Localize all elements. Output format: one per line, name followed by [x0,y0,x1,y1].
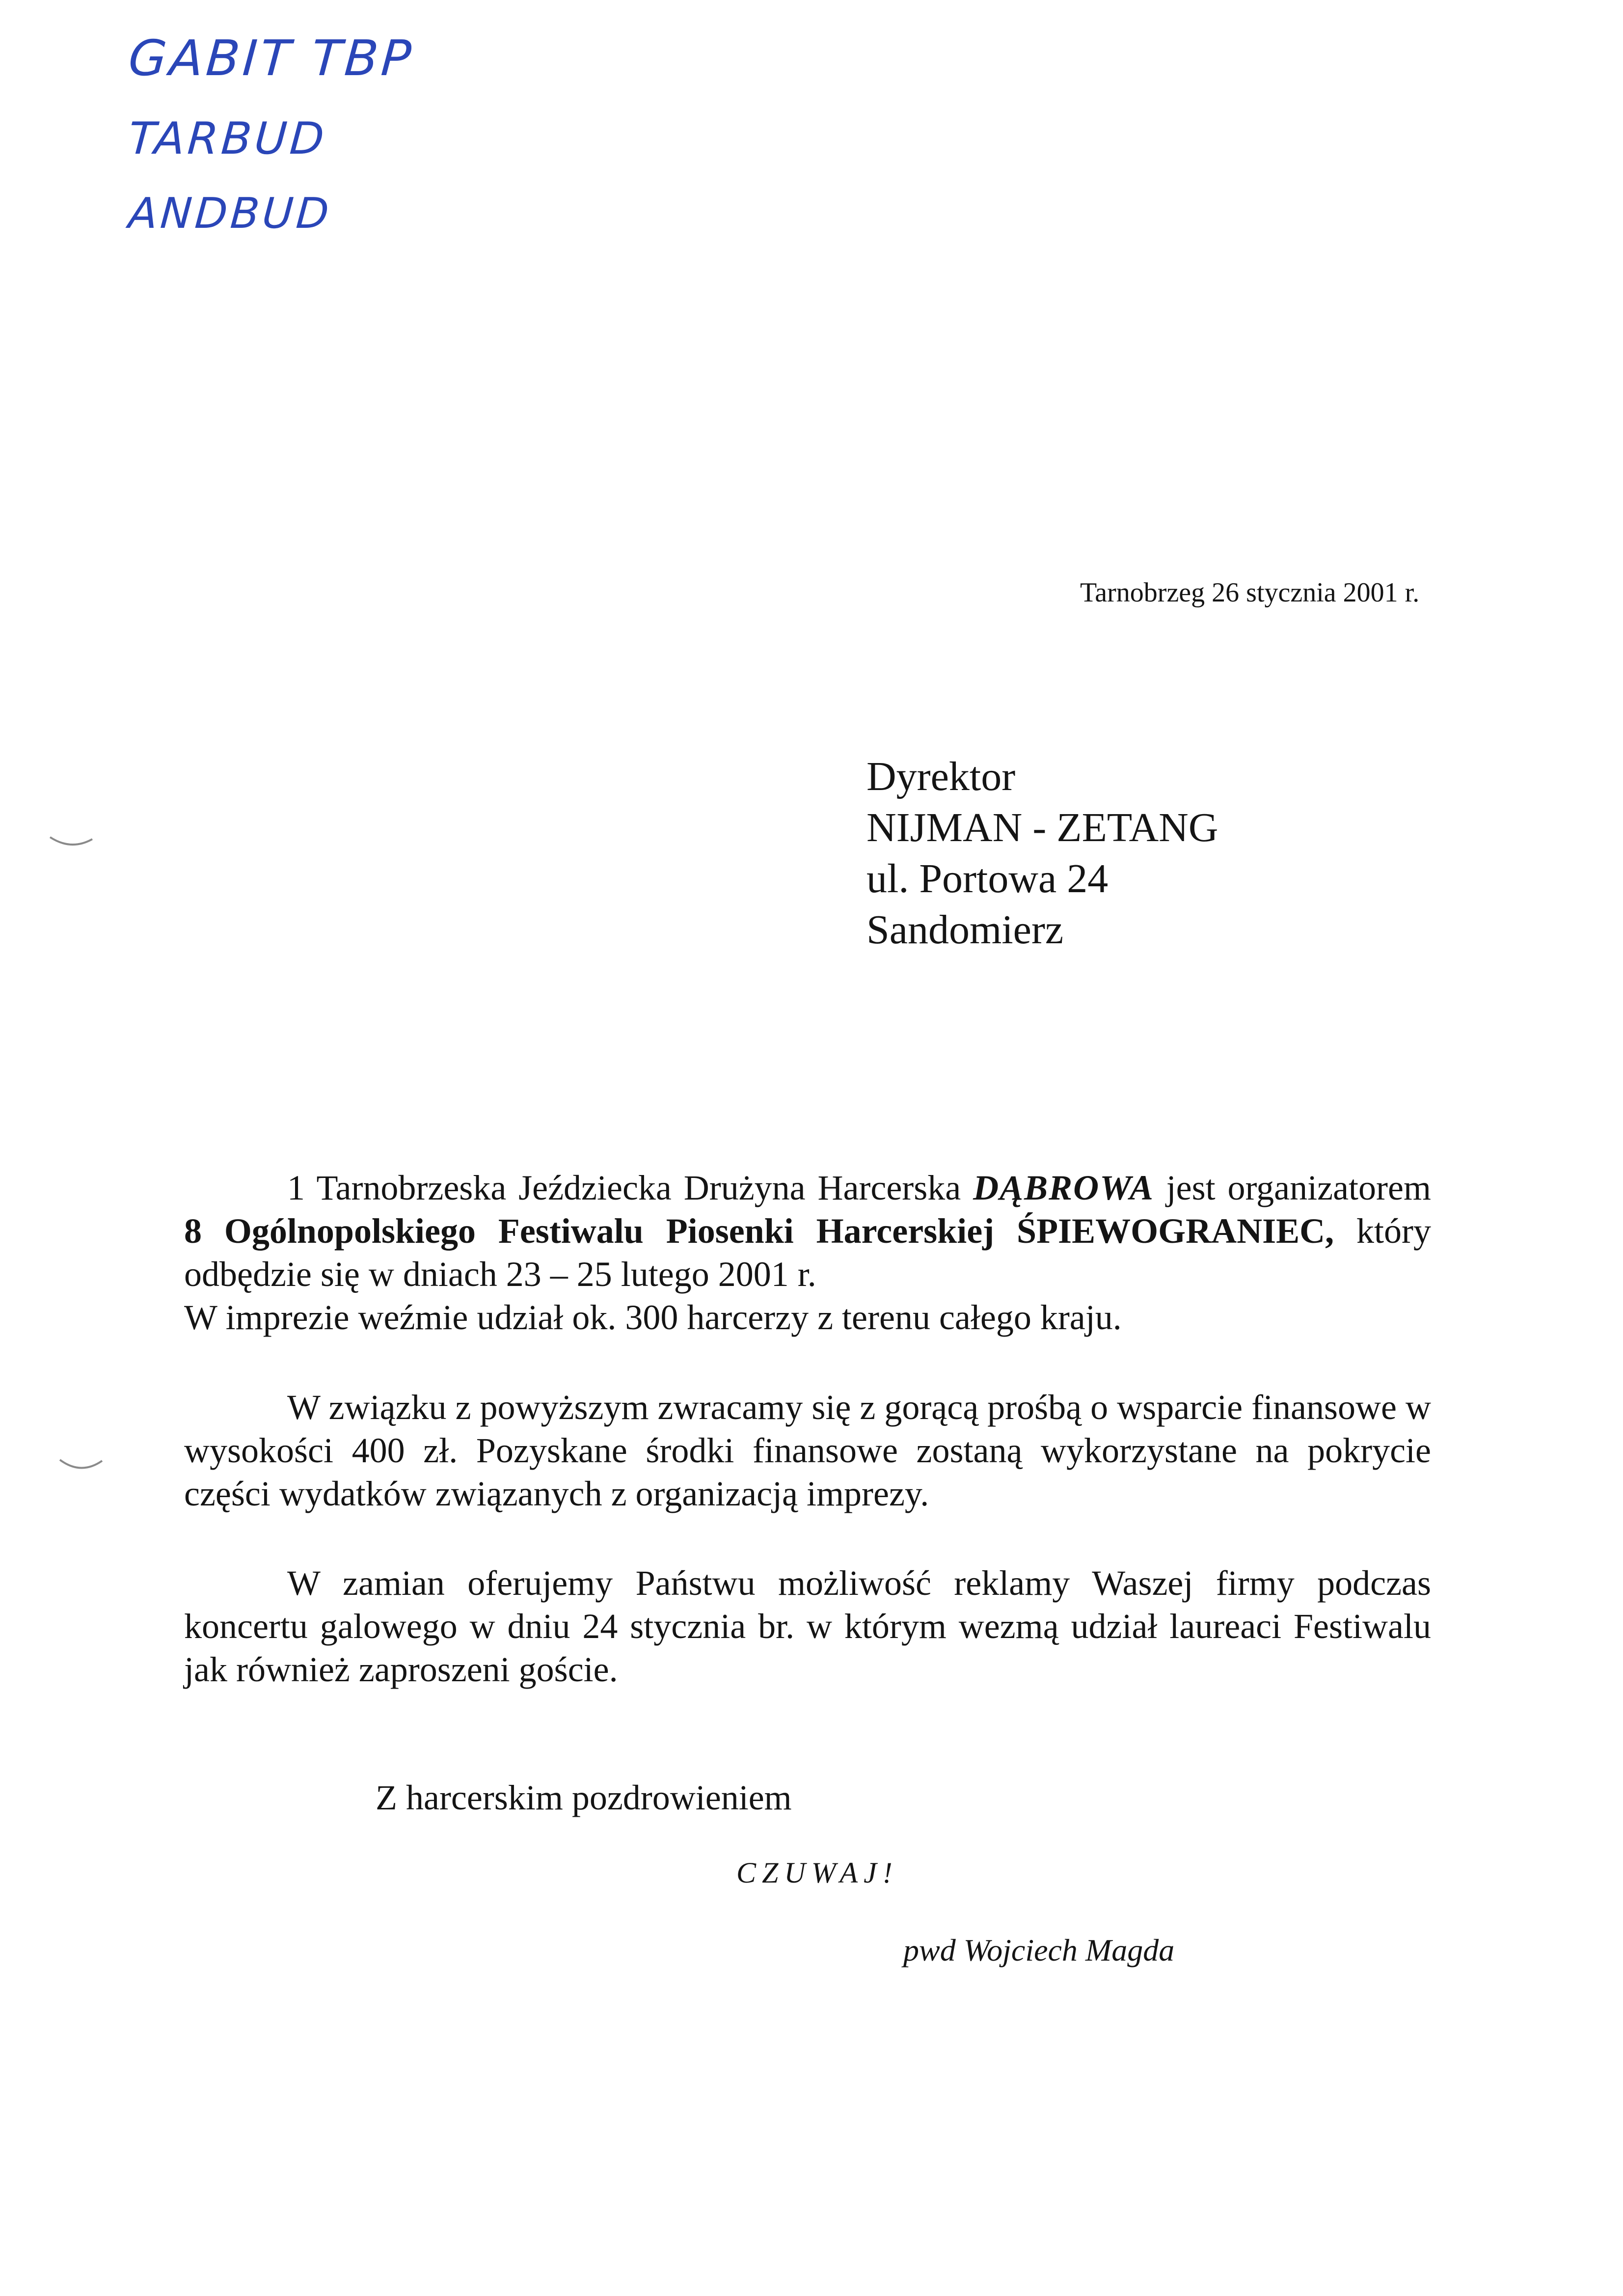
paragraph-text: jest organizatorem [1154,1168,1431,1207]
handwritten-note: ANDBUD [127,189,334,238]
recipient-address [866,751,1218,956]
punch-hole-mark [49,832,93,852]
team-name: DĄBROWA [973,1168,1154,1207]
paragraph-offer [184,1561,1431,1691]
punch-hole-mark [59,1456,103,1476]
paragraph-text: 1 Tarnobrzeska Jeździecka Drużyna Harcerska [287,1168,974,1207]
recipient-title: Dyrektor [866,754,1016,799]
paragraph-request [184,1386,1431,1515]
closing-greeting: Z harcerskim pozdrowieniem [376,1778,792,1817]
scout-salute: CZUWAJ! [736,1857,898,1889]
paragraph-organizer [184,1166,1431,1339]
festival-name: 8 Ogólnopolskiego Festiwalu Piosenki Harcerskiej ŚPIEWOGRANIEC, [184,1211,1334,1251]
recipient-street: ul. Portowa 24 [866,856,1109,902]
paragraph-text: który odbędzie się w dniach 23 – 25 lutego 2001 r. [184,1211,1431,1294]
recipient-city: Sandomierz [866,907,1064,953]
recipient-company: NIJMAN - ZETANG [866,805,1218,850]
handwritten-note: GABIT TBP [126,29,416,87]
handwritten-note: TARBUD [127,113,329,164]
paragraph-text: W zamian oferujemy Państwu możliwość reklamy Waszej firmy podczas koncertu galowego w dniu 24 stycznia br. w którym wezmą udział laureaci Festiwalu jak również zaproszeni goście. [184,1563,1431,1689]
paragraph-text: W imprezie weźmie udział ok. 300 harcerzy z terenu całego kraju. [184,1298,1122,1337]
letter-date: Tarnobrzeg 26 stycznia 2001 r. [1080,577,1420,608]
signature-name: pwd Wojciech Magda [903,1933,1175,1968]
paragraph-text: W związku z powyższym zwracamy się z gorącą prośbą o wsparcie finansowe w wysokości 400 zł. Pozyskane środki finansowe zostaną wykorzystane na pokrycie części wydatków związanych z organizacją imprezy. [184,1388,1431,1513]
